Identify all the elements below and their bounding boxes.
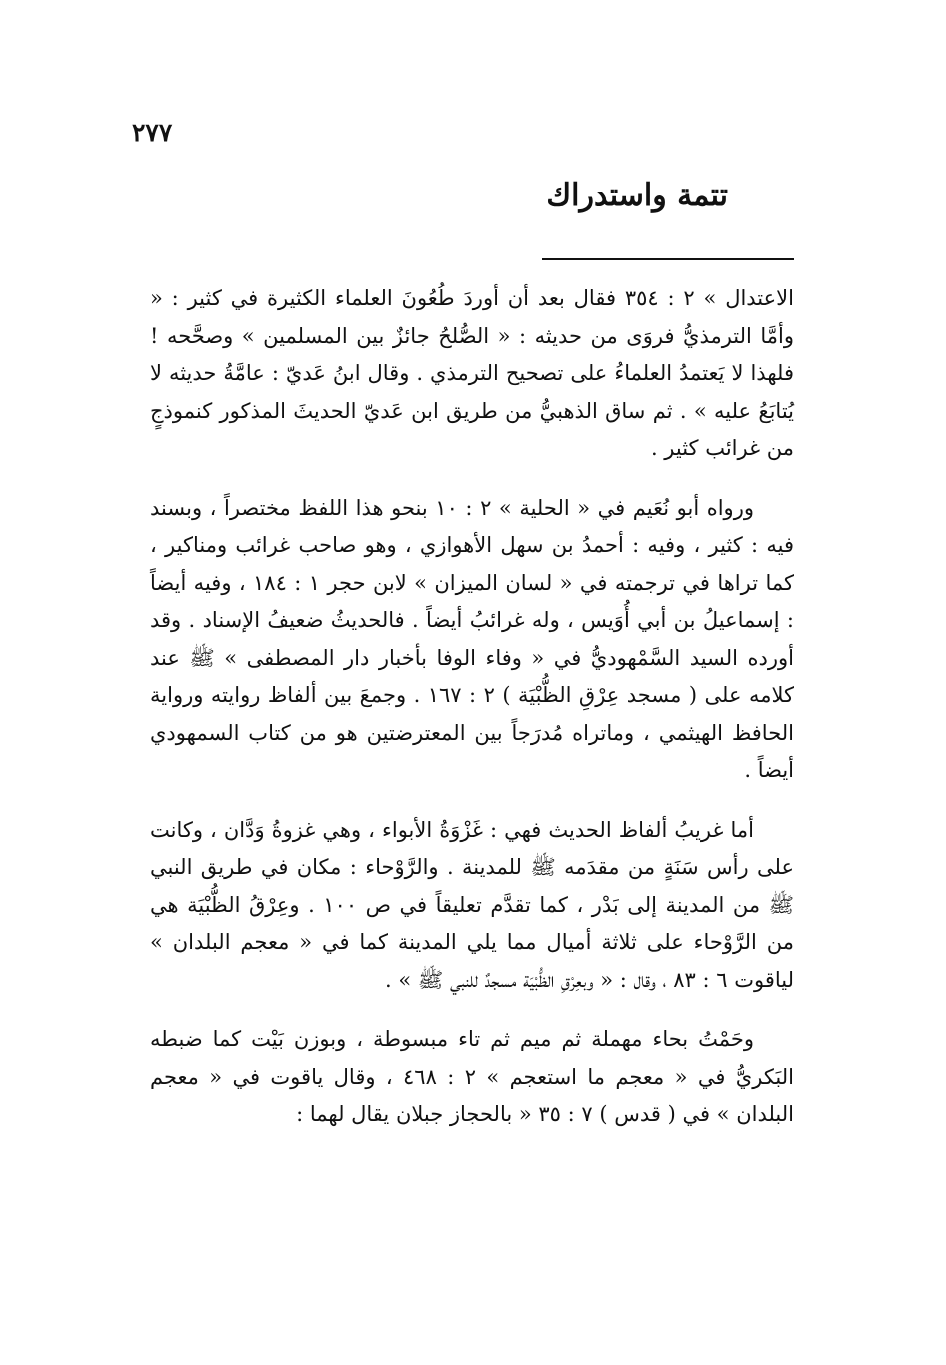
page-number: ٢٧٧ bbox=[132, 118, 173, 147]
title-rule bbox=[542, 258, 794, 260]
paragraph-1: الاعتدال » ٢ : ٣٥٤ فقال بعد أن أوردَ طُعُونَ العلماء الكثيرة في كثير : « وأمَّا الترمذيُّ فروَى من حديثه : « الصُّلحُ جائزٌ بين المسلمين » وصحَّحه ! فلهذا لا يَعتمدُ العلماءُ على تصحيح الترمذي . وقال ابنُ عَديّ : عامَّةُ حديثه لا يُتابَعُ عليه » . ثم ساق الذهبيُّ من طريق ابن عَديّ الحديثَ المذكور كنموذجٍ من غرائب كثير . bbox=[150, 286, 794, 460]
body-text bbox=[150, 280, 794, 1156]
chapter-title: تتمة واستدراك bbox=[546, 178, 728, 213]
paragraph-3: أما غريبُ ألفاظ الحديث فهي : غَزْوَةُ الأبواء ، وهي غزوةُ وَدَّان ، وكانت على رأس سَنَةٍ من مقدَمه ﷺ للمدينة . والرَّوْحاء : مكان في طريق النبي ﷺ من المدينة إلى بَدْر ، كما تقدَّم تعليقاً في ص ١٠٠ . وعِرْقُ الظُّبْيَة هي من الرَّوْحاء على ثلاثة أميال مما يلي المدينة كما في « معجم البلدان » لياقوت ٦ : ٨٣ ، وقال : « وبعِرْقِ الظُّبْيَة مسجدٌ للنبي ﷺ » . bbox=[150, 817, 794, 992]
paragraph-4: وحَمْتُ بحاء مهملة ثم ميم ثم تاء مبسوطة ، وبوزن بَيْت كما ضبطه البَكريُّ في « معجم ما استعجم » ٢ : ٤٦٨ ، وقال ياقوت في « معجم البلدان » في ( قدس ) ٧ : ٣٥ « بالحجاز جبلان يقال لهما : bbox=[150, 1027, 794, 1126]
paragraph-2: ورواه أبو نُعَيم في « الحلية » ٢ : ١٠ بنحو هذا اللفظ مختصراً ، وبسند فيه : كثير ، وفيه : أحمدُ بن سهل الأهوازي ، وهو صاحب غرائب ومناكير ، كما تراها في ترجمته في « لسان الميزان » لابن حجر ١ : ١٨٤ ، وفيه أيضاً : إسماعيلُ بن أبي أُوَيس ، وله غرائبُ أيضاً . فالحديثُ ضعيفُ الإسناد . وقد أورده السيد السَّمْهوديُّ في « وفاء الوفا بأخبار دار المصطفى » ﷺ عند كلامه على ( مسجد عِرْقِ الظُّبْيَة ) ٢ : ١٦٧ . وجمعَ بين ألفاظ روايته ورواية الحافظ الهيثمي ، وماتراه مُدرَجاً بين المعترضتين هو من كتاب السمهودي أيضاً . bbox=[150, 495, 794, 782]
